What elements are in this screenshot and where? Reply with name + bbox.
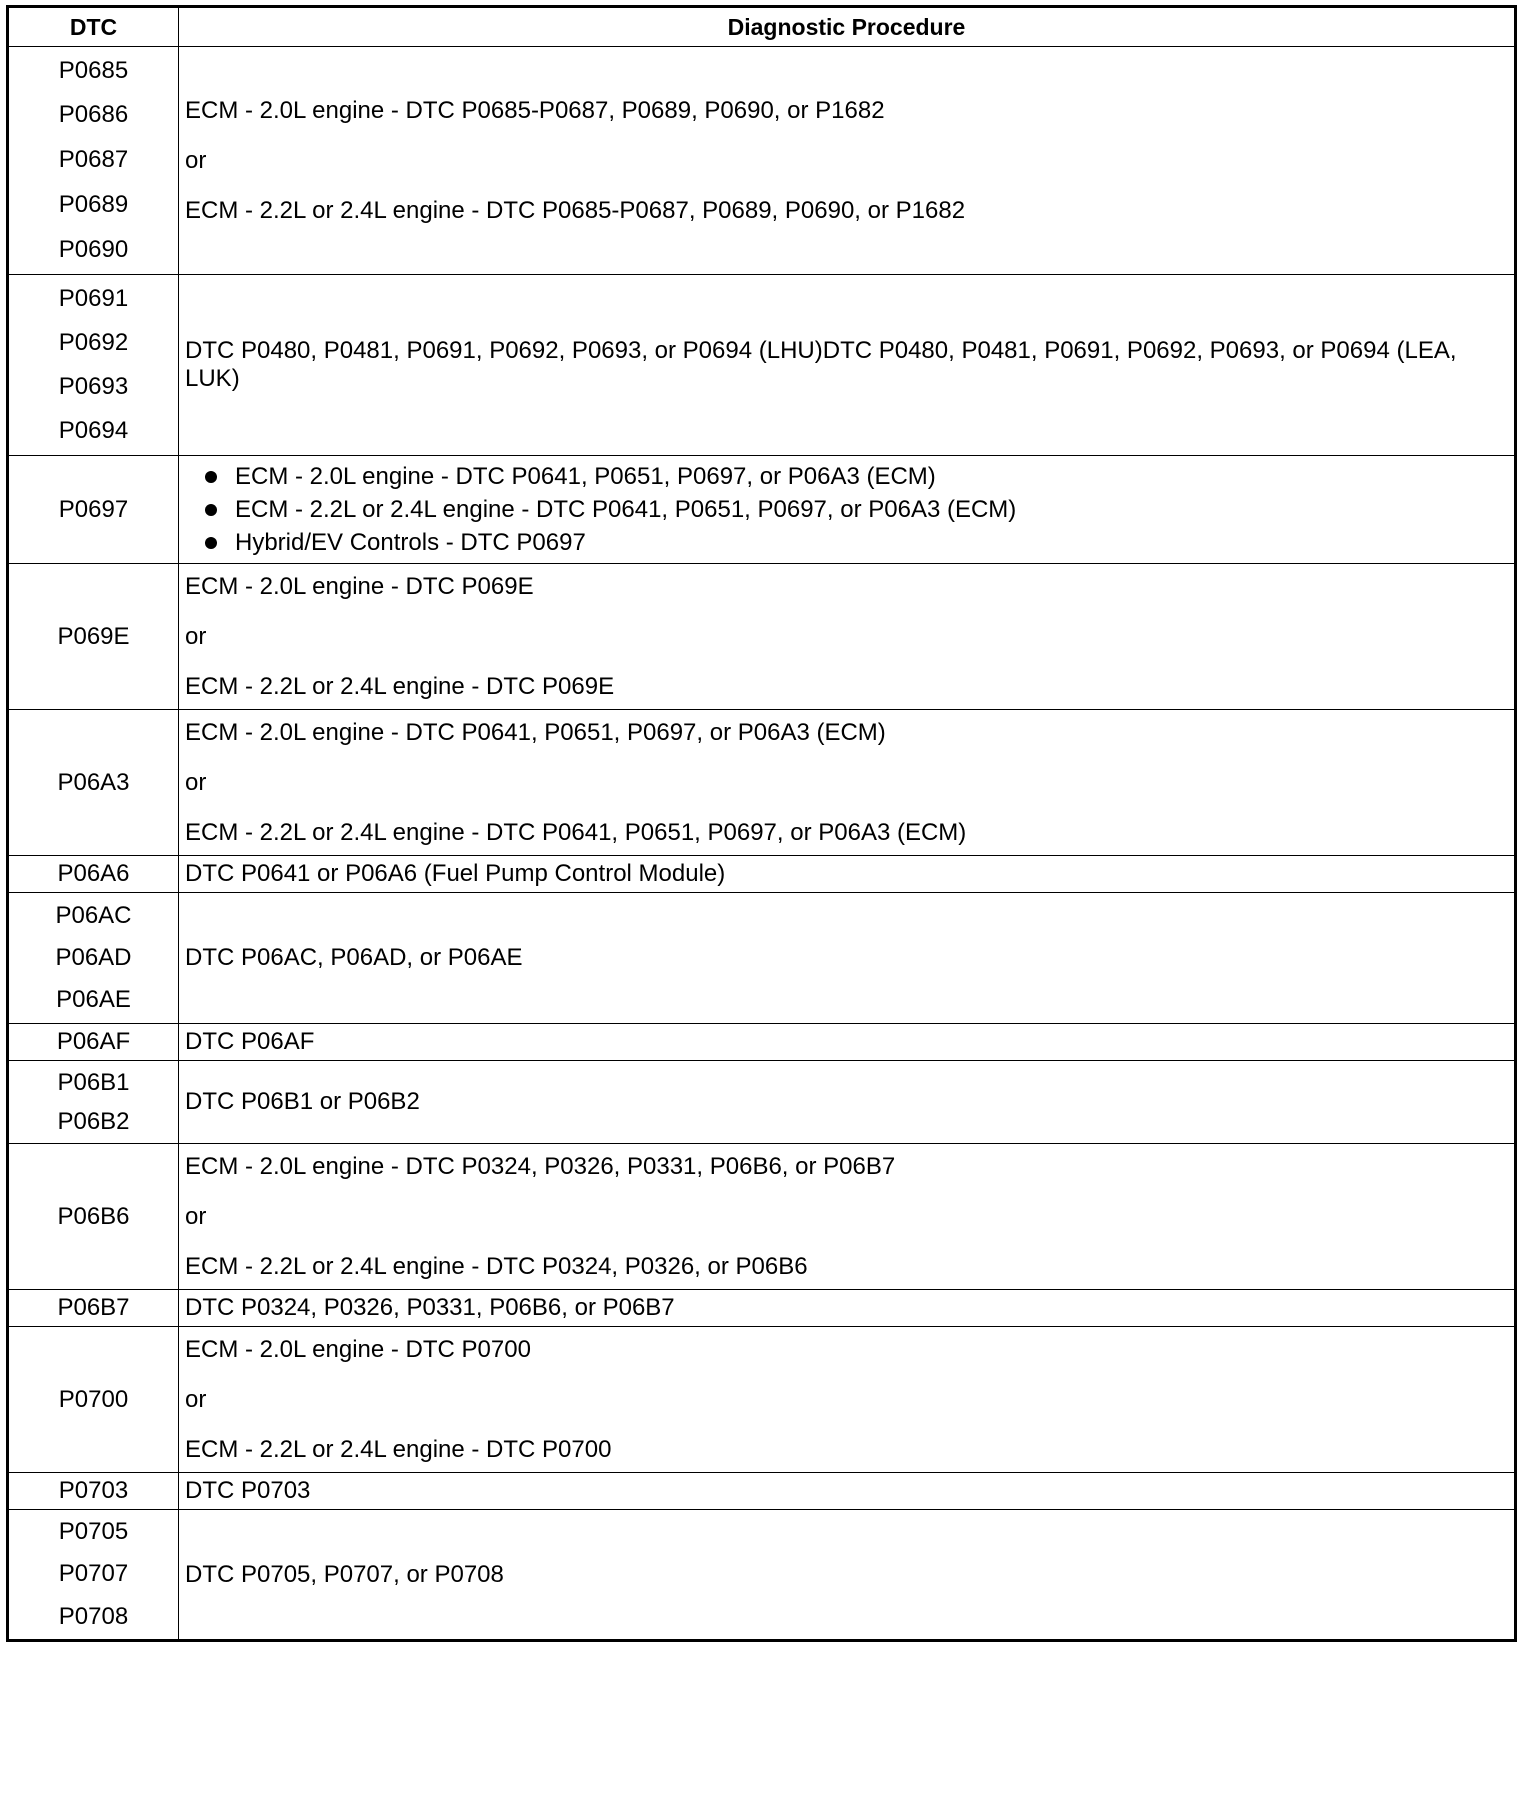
dtc-code: P06AC bbox=[55, 901, 132, 929]
procedure-bullet-item bbox=[205, 526, 1514, 559]
procedure-link[interactable]: ECM - 2.0L engine - DTC P0700 bbox=[185, 1336, 531, 1363]
procedure-lines bbox=[185, 564, 1514, 709]
dtc-code: P0689 bbox=[58, 190, 129, 218]
table-row bbox=[8, 856, 1516, 893]
dtc-code-cell bbox=[8, 1024, 179, 1061]
procedure-link[interactable]: DTC P0324, P0326, P0331, P06B6, or P06B7 bbox=[185, 1294, 675, 1321]
procedure-cell bbox=[179, 275, 1516, 456]
table-row bbox=[8, 893, 1516, 1024]
procedure-link[interactable]: ECM - 2.0L engine - DTC P0685-P0687, P0689, P0690, or P1682 bbox=[185, 97, 885, 124]
procedure-link[interactable]: ECM - 2.2L or 2.4L engine - DTC P0641, P0651, P0697, or P06A3 (ECM) bbox=[185, 819, 967, 846]
dtc-code: P0700 bbox=[58, 1385, 129, 1413]
table-header-row bbox=[8, 7, 1516, 47]
table-row bbox=[8, 564, 1516, 710]
dtc-code: P0697 bbox=[58, 495, 129, 523]
procedure-link[interactable]: DTC P06AF bbox=[185, 1028, 315, 1055]
procedure-cell bbox=[179, 1510, 1516, 1641]
dtc-code: P06A6 bbox=[57, 860, 130, 887]
procedure-lines bbox=[185, 1144, 1514, 1289]
dtc-code-cell bbox=[8, 275, 179, 456]
dtc-code: P0708 bbox=[58, 1602, 129, 1630]
dtc-code: P06A3 bbox=[57, 768, 130, 796]
procedure-bullet-list bbox=[185, 456, 1514, 563]
dtc-code-cell bbox=[8, 893, 179, 1024]
dtc-code: P0686 bbox=[58, 101, 129, 129]
procedure-bullet-item bbox=[205, 460, 1514, 493]
procedure-cell bbox=[179, 564, 1516, 710]
table-row bbox=[8, 1024, 1516, 1061]
procedure-bullet-item bbox=[205, 493, 1514, 526]
table-row bbox=[8, 275, 1516, 456]
dtc-table bbox=[6, 5, 1517, 1642]
dtc-code-cell bbox=[8, 47, 179, 275]
dtc-code: P06B1 bbox=[57, 1068, 130, 1096]
dtc-code-cell bbox=[8, 564, 179, 710]
procedure-link[interactable]: ECM - 2.0L engine - DTC P0324, P0326, P0331, P06B6, or P06B7 bbox=[185, 1153, 896, 1180]
table-row bbox=[8, 47, 1516, 275]
bullet-icon bbox=[205, 537, 217, 549]
dtc-code-cell bbox=[8, 1144, 179, 1290]
procedure-or-separator: or bbox=[185, 623, 207, 650]
procedure-link[interactable]: DTC P06B1 or P06B2 bbox=[185, 1088, 420, 1115]
table-row bbox=[8, 456, 1516, 564]
procedure-link[interactable]: ECM - 2.0L engine - DTC P069E bbox=[185, 573, 534, 600]
procedure-cell bbox=[179, 1144, 1516, 1290]
procedure-link[interactable]: ECM - 2.0L engine - DTC P0641, P0651, P0697, or P06A3 (ECM) bbox=[185, 719, 886, 746]
bullet-icon bbox=[205, 504, 217, 516]
table-row bbox=[8, 1061, 1516, 1144]
dtc-code-cell bbox=[8, 456, 179, 564]
dtc-code-cell bbox=[8, 1061, 179, 1144]
procedure-link[interactable]: Hybrid/EV Controls - DTC P0697 bbox=[235, 529, 586, 556]
dtc-code: P0687 bbox=[58, 146, 129, 174]
procedure-or-separator: or bbox=[185, 769, 207, 796]
procedure-link[interactable]: DTC P0641 or P06A6 (Fuel Pump Control Module) bbox=[185, 860, 726, 887]
dtc-code: P0705 bbox=[58, 1518, 129, 1545]
procedure-link[interactable]: ECM - 2.2L or 2.4L engine - DTC P0324, P0326, or P06B6 bbox=[185, 1253, 808, 1280]
bullet-icon bbox=[205, 471, 217, 483]
procedure-lines bbox=[185, 710, 1514, 855]
procedure-link[interactable]: DTC P0703 bbox=[185, 1477, 311, 1504]
table-row bbox=[8, 1473, 1516, 1510]
table-row bbox=[8, 1144, 1516, 1290]
procedure-cell bbox=[179, 1061, 1516, 1144]
dtc-code: P0707 bbox=[58, 1560, 129, 1588]
dtc-code: P0690 bbox=[58, 235, 129, 263]
column-header-dtc: DTC bbox=[8, 7, 179, 47]
procedure-lines bbox=[185, 1327, 1514, 1472]
procedure-link[interactable]: ECM - 2.2L or 2.4L engine - DTC P0641, P0651, P0697, or P06A3 (ECM) bbox=[235, 496, 1017, 523]
dtc-code: P0693 bbox=[58, 373, 129, 400]
procedure-cell bbox=[179, 1327, 1516, 1473]
procedure-cell bbox=[179, 1024, 1516, 1061]
table-row bbox=[8, 710, 1516, 856]
table-row bbox=[8, 1510, 1516, 1641]
dtc-code-cell bbox=[8, 1290, 179, 1327]
procedure-lines bbox=[185, 88, 1514, 233]
procedure-link[interactable]: ECM - 2.2L or 2.4L engine - DTC P0700 bbox=[185, 1436, 612, 1463]
table-row bbox=[8, 1290, 1516, 1327]
procedure-link[interactable]: DTC P06AC, P06AD, or P06AE bbox=[185, 944, 523, 971]
dtc-code-cell bbox=[8, 856, 179, 893]
table-row bbox=[8, 1327, 1516, 1473]
dtc-code-cell bbox=[8, 710, 179, 856]
dtc-code: P0691 bbox=[58, 284, 129, 312]
procedure-link[interactable]: ECM - 2.2L or 2.4L engine - DTC P0685-P0687, P0689, P0690, or P1682 bbox=[185, 197, 966, 224]
procedure-cell bbox=[179, 1473, 1516, 1510]
column-header-procedure: Diagnostic Procedure bbox=[179, 7, 1516, 47]
procedure-link[interactable]: ECM - 2.0L engine - DTC P0641, P0651, P0697, or P06A3 (ECM) bbox=[235, 463, 936, 490]
dtc-code-cell bbox=[8, 1510, 179, 1641]
dtc-code: P0703 bbox=[58, 1477, 129, 1504]
procedure-link[interactable]: DTC P0480, P0481, P0691, P0692, P0693, or P0694 (LHU)DTC P0480, P0481, P0691, P0692, P0693, or P0694 (LEA, LUK) bbox=[185, 337, 1457, 392]
dtc-code-cell bbox=[8, 1473, 179, 1510]
procedure-or-separator: or bbox=[185, 1386, 207, 1413]
procedure-or-separator: or bbox=[185, 1203, 207, 1230]
dtc-code: P0694 bbox=[58, 417, 129, 445]
dtc-code: P06B2 bbox=[57, 1108, 130, 1135]
dtc-code: P06B6 bbox=[57, 1202, 130, 1230]
dtc-code: P0692 bbox=[58, 328, 129, 356]
dtc-code: P06AD bbox=[55, 943, 132, 971]
dtc-code: P0685 bbox=[58, 56, 129, 84]
procedure-cell bbox=[179, 710, 1516, 856]
procedure-cell bbox=[179, 47, 1516, 275]
procedure-link[interactable]: DTC P0705, P0707, or P0708 bbox=[185, 1560, 504, 1588]
procedure-cell bbox=[179, 893, 1516, 1024]
procedure-cell bbox=[179, 1290, 1516, 1327]
dtc-code: P069E bbox=[57, 622, 130, 650]
dtc-code: P06AF bbox=[56, 1028, 131, 1055]
dtc-code: P06AE bbox=[56, 986, 131, 1014]
procedure-or-separator: or bbox=[185, 147, 207, 174]
procedure-cell bbox=[179, 456, 1516, 564]
procedure-link[interactable]: ECM - 2.2L or 2.4L engine - DTC P069E bbox=[185, 673, 615, 700]
procedure-cell bbox=[179, 856, 1516, 893]
dtc-code-cell bbox=[8, 1327, 179, 1473]
dtc-code: P06B7 bbox=[57, 1294, 130, 1321]
